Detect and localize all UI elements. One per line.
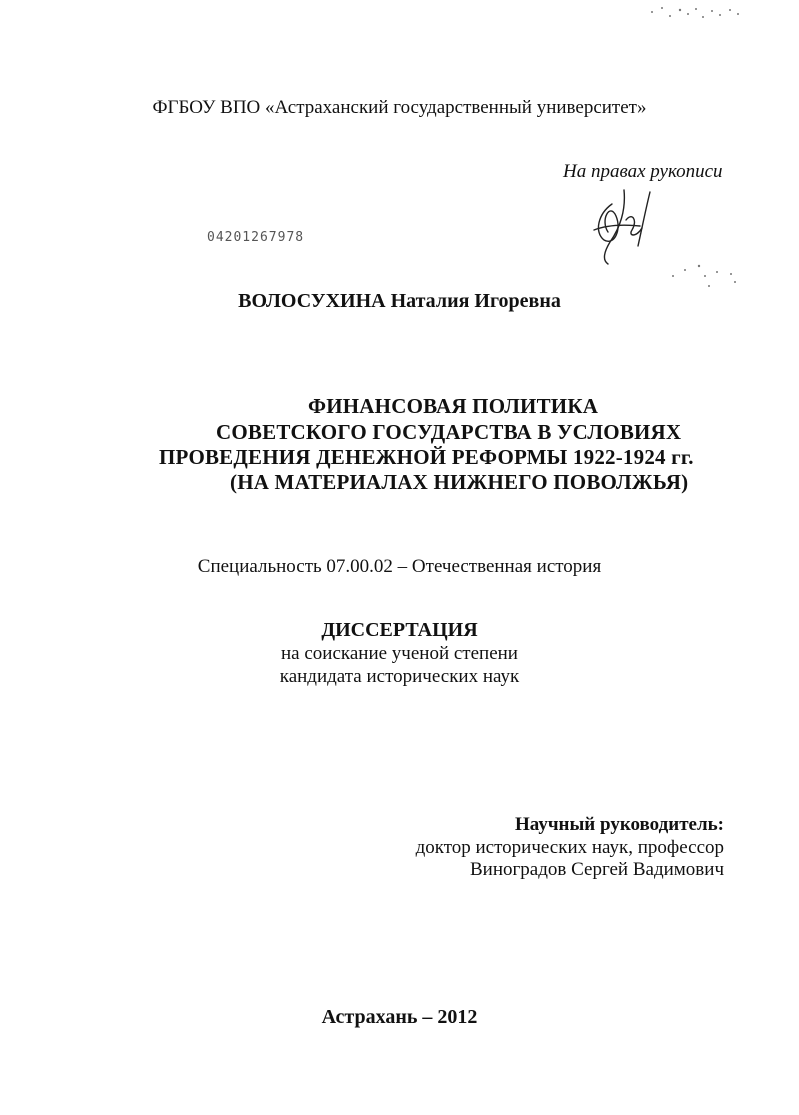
institution-name: ФГБОУ ВПО «Астраханский государственный университет» [152, 97, 647, 118]
supervisor-degree: доктор исторических наук, профессор [415, 837, 724, 858]
degree-purpose-line-2: кандидата исторических наук [279, 666, 520, 687]
title-line-1: ФИНАНСОВАЯ ПОЛИТИКА [308, 394, 599, 418]
title-line-3: ПРОВЕДЕНИЯ ДЕНЕЖНОЙ РЕФОРМЫ 1922-1924 гг. [159, 445, 694, 469]
scan-noise-top [640, 0, 750, 28]
title-line-4: (НА МАТЕРИАЛАХ НИЖНЕГО ПОВОЛЖЬЯ) [230, 470, 689, 494]
supervisor-label: Научный руководитель: [515, 814, 724, 835]
supervisor-name: Виноградов Сергей Вадимович [469, 859, 724, 880]
barcode-number: 04201267978 [207, 230, 305, 245]
degree-purpose-line-1: на соискание ученой степени [281, 643, 518, 664]
rights-note: На правах рукописи [563, 161, 723, 182]
city-year: Астрахань – 2012 [321, 1006, 478, 1028]
signature-image [580, 180, 670, 270]
specialty-line: Специальность 07.00.02 – Отечественная история [197, 556, 602, 577]
author-name: ВОЛОСУХИНА Наталия Игоревна [238, 290, 561, 312]
title-line-2: СОВЕТСКОГО ГОСУДАРСТВА В УСЛОВИЯХ [216, 420, 682, 444]
document-type: ДИССЕРТАЦИЯ [321, 619, 478, 641]
